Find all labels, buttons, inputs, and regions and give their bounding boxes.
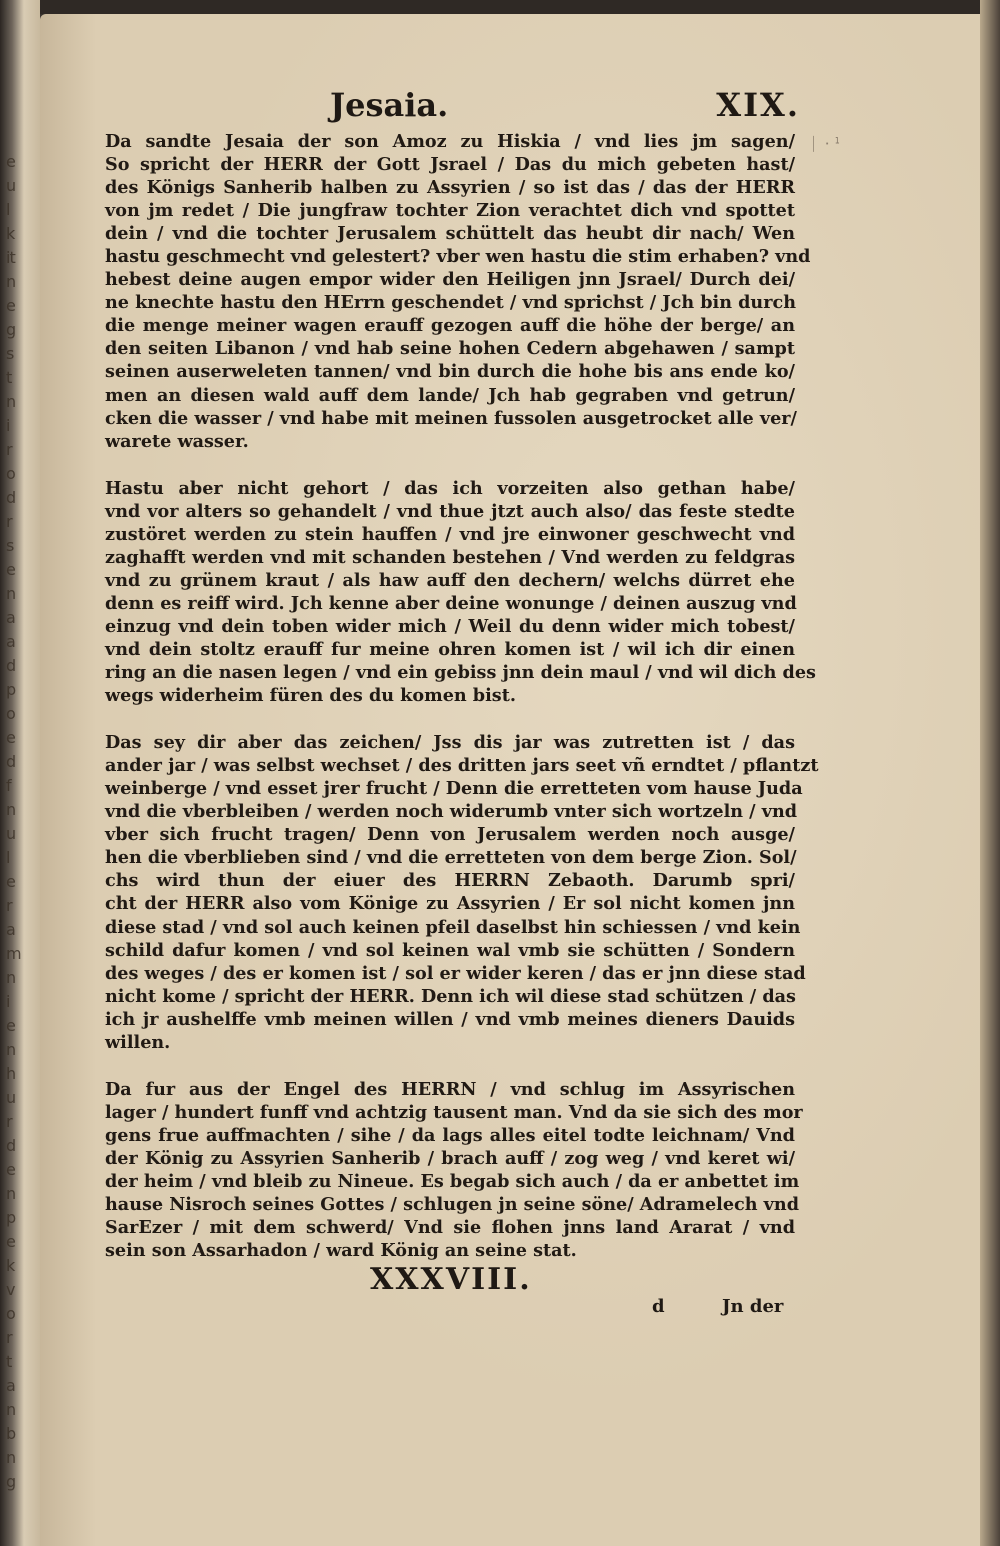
text-line: sein son Assarhadon / ward König an seine stat. bbox=[105, 1240, 577, 1262]
fragment-glyph: d bbox=[6, 656, 16, 675]
paragraph-gap bbox=[105, 707, 795, 731]
fragment-glyph: e bbox=[6, 296, 15, 315]
fragment-glyph: r bbox=[6, 1112, 12, 1131]
text-line: ring an die nasen legen / vnd ein gebiss jnn dein maul / vnd wil dich des bbox=[105, 662, 816, 684]
fragment-glyph: n bbox=[6, 392, 16, 411]
fragment-glyph: i bbox=[6, 992, 10, 1011]
paragraph bbox=[105, 130, 811, 453]
chapter-numeral: XIX. bbox=[716, 86, 800, 124]
text-line: cken die wasser / vnd habe mit meinen fussolen ausgetrocket alle ver/ bbox=[105, 407, 797, 429]
fragment-glyph: e bbox=[6, 728, 15, 747]
text-line: vnd vor alters so gehandelt / vnd thue jtzt auch also/ das feste stedte bbox=[105, 500, 795, 522]
text-line: gens frue auffmachten / sihe / da lags alles eitel todte leichnam/ Vnd bbox=[105, 1124, 795, 1146]
fragment-glyph: r bbox=[6, 512, 12, 531]
page-header bbox=[330, 86, 800, 126]
fragment-glyph: a bbox=[6, 608, 15, 627]
fragment-glyph: u bbox=[6, 1088, 16, 1107]
page-right-edge bbox=[980, 0, 1000, 1546]
fragment-glyph: n bbox=[6, 1400, 16, 1419]
text-line: den seiten Libanon / vnd hab seine hohen Cedern abgehawen / sampt bbox=[105, 338, 795, 360]
text-line: vnd die vberbleiben / werden noch widerumb vnter sich wortzeln / vnd bbox=[105, 801, 798, 823]
fragment-glyph: k bbox=[6, 224, 15, 243]
text-line: cht der HERR also vom Könige zu Assyrien / Er sol nicht komen jnn bbox=[105, 893, 795, 915]
text-line: der heim / vnd bleib zu Nineue. Es begab sich auch / da er anbettet im bbox=[105, 1170, 800, 1192]
text-line: men an diesen wald auff dem lande/ Jch hab gegraben vnd getrun/ bbox=[105, 384, 795, 406]
paragraph bbox=[105, 1078, 803, 1262]
text-line: zaghafft werden vnd mit schanden bestehen / Vnd werden zu feldgras bbox=[105, 546, 795, 568]
text-line: hause Nisroch seines Gottes / schlugen jn seine söne/ Adramelech vnd bbox=[105, 1194, 799, 1216]
fragment-glyph: g bbox=[6, 320, 16, 339]
fragment-glyph: l bbox=[6, 848, 10, 867]
text-line: nicht kome / spricht der HERR. Denn ich wil diese stad schützen / das bbox=[105, 985, 796, 1007]
fragment-glyph: e bbox=[6, 152, 15, 171]
fragment-glyph: b bbox=[6, 1424, 16, 1443]
text-line: vnd dein stoltz erauff fur meine ohren komen ist / wil ich dir einen bbox=[105, 638, 795, 660]
text-line: Da sandte Jesaia der son Amoz zu Hiskia / vnd lies jm sagen/ bbox=[105, 131, 795, 152]
text-line: des Königs Sanherib halben zu Assyrien / so ist das / das der HERR bbox=[105, 177, 795, 199]
fragment-glyph: n bbox=[6, 272, 16, 291]
marginal-annotation: ᛁ ᐧ ᣳ bbox=[808, 134, 840, 155]
fragment-glyph: k bbox=[6, 1256, 15, 1275]
text-line: hebest deine augen empor wider den Heiligen jnn Jsrael/ Durch dei/ bbox=[105, 269, 795, 291]
text-line: zustöret werden zu stein hauffen / vnd jre einwoner geschwecht vnd bbox=[105, 523, 795, 545]
neighbouring-page-text-fragments bbox=[6, 150, 32, 1491]
fragment-glyph: h bbox=[6, 1064, 16, 1083]
fragment-glyph: d bbox=[6, 752, 16, 771]
text-line: seinen auserweleten tannen/ vnd bin durch die hohe bis ans ende ko/ bbox=[105, 361, 795, 383]
fragment-glyph: r bbox=[6, 896, 12, 915]
fragment-glyph: s bbox=[6, 536, 14, 555]
fragment-glyph: u bbox=[6, 176, 16, 195]
paragraph bbox=[105, 731, 819, 1054]
paragraph-gap bbox=[105, 1054, 795, 1078]
catchword: Jn der bbox=[722, 1296, 784, 1317]
text-line: hen die vberblieben sind / vnd die erretteten von dem berge Zion. Sol/ bbox=[105, 847, 797, 869]
fragment-glyph: e bbox=[6, 560, 15, 579]
text-line: diese stad / vnd sol auch keinen pfeil daselbst hin schiessen / vnd kein bbox=[105, 916, 801, 938]
paragraph bbox=[105, 477, 816, 707]
fragment-glyph: s bbox=[6, 344, 14, 363]
fragment-glyph: e bbox=[6, 1160, 15, 1179]
text-line: lager / hundert funff vnd achtzig tausent man. Vnd da sie sich des mor bbox=[105, 1101, 803, 1123]
text-line: von jm redet / Die jungfraw tochter Zion verachtet dich vnd spottet bbox=[105, 200, 795, 222]
text-line: Das sey dir aber das zeichen/ Jss dis jar was zutretten ist / das bbox=[105, 732, 795, 754]
fragment-glyph: i bbox=[6, 416, 10, 435]
fragment-glyph: it bbox=[6, 248, 15, 267]
text-line: wegs widerheim füren des du komen bist. bbox=[105, 685, 516, 707]
fragment-glyph: l bbox=[6, 200, 10, 219]
text-line: ander jar / was selbst wechset / des dritten jars seet vñ erndtet / pflantzt bbox=[105, 755, 819, 777]
fragment-glyph: n bbox=[6, 800, 16, 819]
fragment-glyph: o bbox=[6, 464, 15, 483]
text-line: Da fur aus der Engel des HERRN / vnd schlug im Assyrischen bbox=[105, 1078, 795, 1100]
fragment-glyph: o bbox=[6, 1304, 15, 1323]
fragment-glyph: u bbox=[6, 824, 16, 843]
fragment-glyph: n bbox=[6, 584, 16, 603]
text-line: vnd zu grünem kraut / als haw auff den dechern/ welchs dürret ehe bbox=[105, 569, 795, 591]
fragment-glyph: a bbox=[6, 1376, 15, 1395]
text-line: die menge meiner wagen erauff gezogen auff die höhe der berge/ an bbox=[105, 315, 795, 337]
fragment-glyph: n bbox=[6, 1040, 16, 1059]
text-line: willen. bbox=[105, 1031, 171, 1053]
scan-top-strip bbox=[0, 0, 1000, 14]
text-line: ich jr aushelffe vmb meinen willen / vnd vmb meines dieners Dauids bbox=[105, 1008, 795, 1030]
text-line: dein / vnd die tochter Jerusalem schüttelt das heubt dir nach/ Wen bbox=[105, 223, 795, 245]
fragment-glyph: e bbox=[6, 1016, 15, 1035]
text-line: schild dafur komen / vnd sol keinen wal vmb sie schütten / Sondern bbox=[105, 939, 795, 961]
fragment-glyph: e bbox=[6, 1232, 15, 1251]
fragment-glyph: o bbox=[6, 704, 15, 723]
fragment-glyph: r bbox=[6, 1328, 12, 1347]
text-line: So spricht der HERR der Gott Jsrael / Das du mich gebeten hast/ bbox=[105, 154, 795, 176]
text-line: Hastu aber nicht gehort / das ich vorzeiten also gethan habe/ bbox=[105, 477, 795, 499]
fragment-glyph: r bbox=[6, 440, 12, 459]
text-line: vber sich frucht tragen/ Denn von Jerusalem werden noch ausge/ bbox=[105, 824, 795, 846]
running-title: Jesaia. bbox=[330, 86, 449, 124]
fragment-glyph: m bbox=[6, 944, 21, 963]
text-line: chs wird thun der eiuer des HERRN Zebaoth. Darumb spri/ bbox=[105, 870, 795, 892]
fragment-glyph: n bbox=[6, 968, 16, 987]
text-line: weinberge / vnd esset jrer frucht / Denn die erretteten vom hause Juda bbox=[105, 778, 803, 800]
text-line: hastu geschmecht vnd gelestert? vber wen hastu die stim erhaben? vnd bbox=[105, 246, 811, 268]
fragment-glyph: p bbox=[6, 1208, 16, 1227]
fragment-glyph: a bbox=[6, 632, 15, 651]
text-line: ne knechte hastu den HErrn geschendet / vnd sprichst / Jch bin durch bbox=[105, 292, 797, 314]
text-line: warete wasser. bbox=[105, 430, 249, 452]
fragment-glyph: n bbox=[6, 1184, 16, 1203]
text-line: denn es reiff wird. Jch kenne aber deine wonunge / deinen auszug vnd bbox=[105, 592, 797, 614]
paragraph-gap bbox=[105, 453, 795, 477]
fragment-glyph: p bbox=[6, 680, 16, 699]
text-line: einzug vnd dein toben wider mich / Weil du denn wider mich tobest/ bbox=[105, 615, 795, 637]
fragment-glyph: g bbox=[6, 1472, 16, 1491]
fragment-glyph: e bbox=[6, 872, 15, 891]
fragment-glyph: t bbox=[6, 1352, 12, 1371]
fragment-glyph: v bbox=[6, 1280, 15, 1299]
fragment-glyph: n bbox=[6, 1448, 16, 1467]
fragment-glyph: f bbox=[6, 776, 11, 795]
text-line: SarEzer / mit dem schwerd/ Vnd sie flohen jnns land Ararat / vnd bbox=[105, 1217, 795, 1239]
chapter-heading: XXXVIII. bbox=[370, 1262, 532, 1297]
fragment-glyph: d bbox=[6, 1136, 16, 1155]
signature-mark: d bbox=[652, 1296, 665, 1317]
text-line: der König zu Assyrien Sanherib / brach auff / zog weg / vnd keret wi/ bbox=[105, 1147, 795, 1169]
fragment-glyph: a bbox=[6, 920, 15, 939]
body-text bbox=[105, 130, 819, 1262]
fragment-glyph: t bbox=[6, 368, 12, 387]
text-line: des weges / des er komen ist / sol er wider keren / das er jnn diese stad bbox=[105, 962, 806, 984]
fragment-glyph: d bbox=[6, 488, 16, 507]
